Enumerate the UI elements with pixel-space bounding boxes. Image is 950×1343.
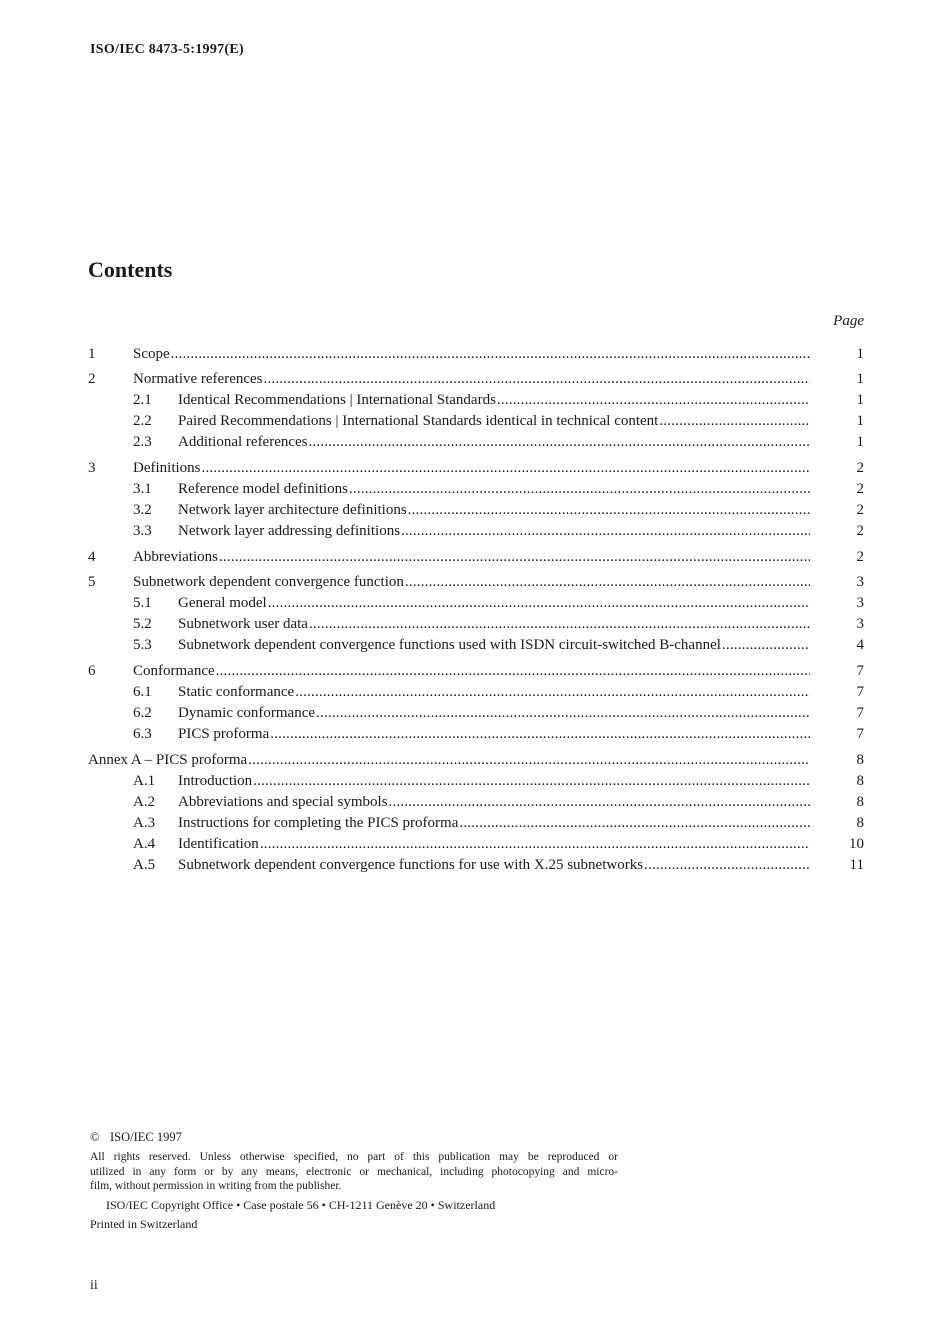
toc-page: 7 [856,662,864,679]
toc-number: A.4 [133,835,156,852]
toc-page: 1 [856,371,864,388]
toc-title: Annex A – PICS proforma [88,751,248,768]
dot-leader [259,834,810,855]
toc-number: A.2 [133,793,156,810]
toc-title: Subnetwork dependent convergence functions for use with X.25 subnetworks [178,856,644,873]
contents-heading: Contents [88,257,173,282]
toc-number: 6.1 [133,683,152,700]
toc-page: 2 [856,459,864,476]
toc-page: 8 [856,793,864,810]
toc-title: Dynamic conformance [178,704,316,721]
toc-number: 6.3 [133,725,152,742]
toc-title: Subnetwork dependent convergence functions used with ISDN circuit-switched B-channel [178,637,721,654]
copyright-notice [90,1130,182,1145]
toc-title: Static conformance [178,683,295,700]
toc-page: 3 [856,595,864,612]
toc-page: 2 [856,522,864,539]
toc-number: 2.1 [133,392,152,409]
dot-leader [643,855,810,876]
dot-leader [407,500,810,521]
toc-number: 6 [88,662,96,679]
table-of-contents [88,344,864,876]
toc-title: Conformance [133,662,215,679]
toc-number: 2.2 [133,413,152,430]
toc-title: Reference model definitions [178,480,348,497]
page-number: ii [90,1278,98,1293]
toc-title: Additional references [178,434,308,451]
toc-page: 11 [849,856,864,873]
toc-entry-3-3 [88,521,864,542]
toc-number: 6.2 [133,704,152,721]
rights-line: utilized in any form or by any means, electronic or mechanical, including photocopying and micro- [90,1165,618,1178]
toc-entry-a-2 [88,792,864,813]
rights-line: film, without permission in writing from the publisher. [90,1180,342,1192]
toc-number: 4 [88,548,96,565]
toc-number: 3.3 [133,522,152,539]
dot-leader [721,635,810,656]
toc-entry-annex-a [88,750,864,771]
toc-entry-5-3 [88,635,864,656]
toc-entry-2-3 [88,432,864,453]
toc-number: A.3 [133,814,156,831]
dot-leader [315,703,810,724]
toc-number: A.1 [133,772,156,789]
toc-number: A.5 [133,856,156,873]
toc-number: 5.1 [133,595,152,612]
toc-entry-6-1 [88,682,864,703]
toc-page: 3 [856,616,864,633]
toc-page: 1 [856,392,864,409]
toc-entry-a-3 [88,813,864,834]
toc-title: PICS proforma [178,725,270,742]
toc-entry-5-1 [88,593,864,614]
toc-number: 3 [88,459,96,476]
toc-entry-4 [88,547,864,568]
toc-title: Introduction [178,772,253,789]
dot-leader [252,771,810,792]
toc-page: 1 [856,345,864,362]
dot-leader [348,479,810,500]
toc-title: Paired Recommendations | International Standards identical in technical content [178,413,659,430]
dot-leader [215,661,810,682]
toc-title: Network layer addressing definitions [178,522,401,539]
dot-leader [294,682,810,703]
toc-number: 2 [88,371,96,388]
toc-title: Identification [178,835,259,852]
toc-entry-a-5 [88,855,864,876]
toc-title: Abbreviations [133,548,218,565]
toc-page: 7 [856,683,864,700]
dot-leader [267,593,810,614]
copyright-symbol: © [90,1130,100,1144]
toc-title: Subnetwork user data [178,616,308,633]
toc-entry-3 [88,458,864,479]
toc-title: Identical Recommendations | International Standards [178,392,496,409]
page-column-label: Page [833,313,864,329]
toc-page: 10 [849,835,864,852]
toc-number: 5.3 [133,637,152,654]
toc-entry-a-4 [88,834,864,855]
toc-page: 1 [856,434,864,451]
toc-entry-6 [88,661,864,682]
toc-page: 3 [856,574,864,591]
toc-entry-2 [88,369,864,390]
dot-leader [400,521,810,542]
toc-page: 2 [856,501,864,518]
toc-page: 2 [856,548,864,565]
toc-number: 1 [88,345,96,362]
toc-page: 2 [856,480,864,497]
toc-entry-3-1 [88,479,864,500]
toc-entry-5 [88,572,864,593]
dot-leader [496,390,810,411]
toc-title: Network layer architecture definitions [178,501,407,518]
toc-number: 3.1 [133,480,152,497]
dot-leader [218,547,810,568]
toc-page: 8 [856,772,864,789]
toc-title: Normative references [133,371,263,388]
toc-title: General model [178,595,267,612]
toc-title: Abbreviations and special symbols [178,793,388,810]
dot-leader [170,344,810,365]
document-identifier: ISO/IEC 8473-5:1997(E) [90,42,244,57]
copyright-office-address: ISO/IEC Copyright Office • Case postale 56 • CH-1211 Genève 20 • Switzerland [106,1198,496,1212]
toc-page: 8 [856,751,864,768]
rights-line: All rights reserved. Unless otherwise specified, no part of this publication may be reproduced or [90,1151,618,1163]
copyright-holder: ISO/IEC 1997 [110,1130,182,1144]
toc-page: 1 [856,413,864,430]
toc-entry-6-2 [88,703,864,724]
toc-title: Definitions [133,459,201,476]
toc-page: 7 [856,704,864,721]
toc-title: Scope [133,345,170,362]
toc-title: Instructions for completing the PICS proforma [178,814,459,831]
dot-leader [247,750,810,771]
dot-leader [308,432,810,453]
toc-entry-a-1 [88,771,864,792]
dot-leader [308,614,810,635]
toc-entry-2-2 [88,411,864,432]
toc-number: 2.3 [133,434,152,451]
toc-page: 8 [856,814,864,831]
toc-number: 5 [88,574,96,591]
toc-entry-1 [88,344,864,365]
rights-statement [90,1150,618,1194]
dot-leader [263,369,810,390]
toc-entry-6-3 [88,724,864,745]
toc-entry-5-2 [88,614,864,635]
toc-page: 7 [856,725,864,742]
dot-leader [269,724,810,745]
toc-entry-2-1 [88,390,864,411]
toc-number: 3.2 [133,501,152,518]
dot-leader [388,792,810,813]
toc-number: 5.2 [133,616,152,633]
dot-leader [458,813,810,834]
printed-in: Printed in Switzerland [90,1217,198,1231]
toc-entry-3-2 [88,500,864,521]
toc-title: Subnetwork dependent convergence function [133,574,404,591]
dot-leader [201,458,811,479]
toc-page: 4 [856,637,864,654]
dot-leader [658,411,810,432]
dot-leader [404,572,810,593]
